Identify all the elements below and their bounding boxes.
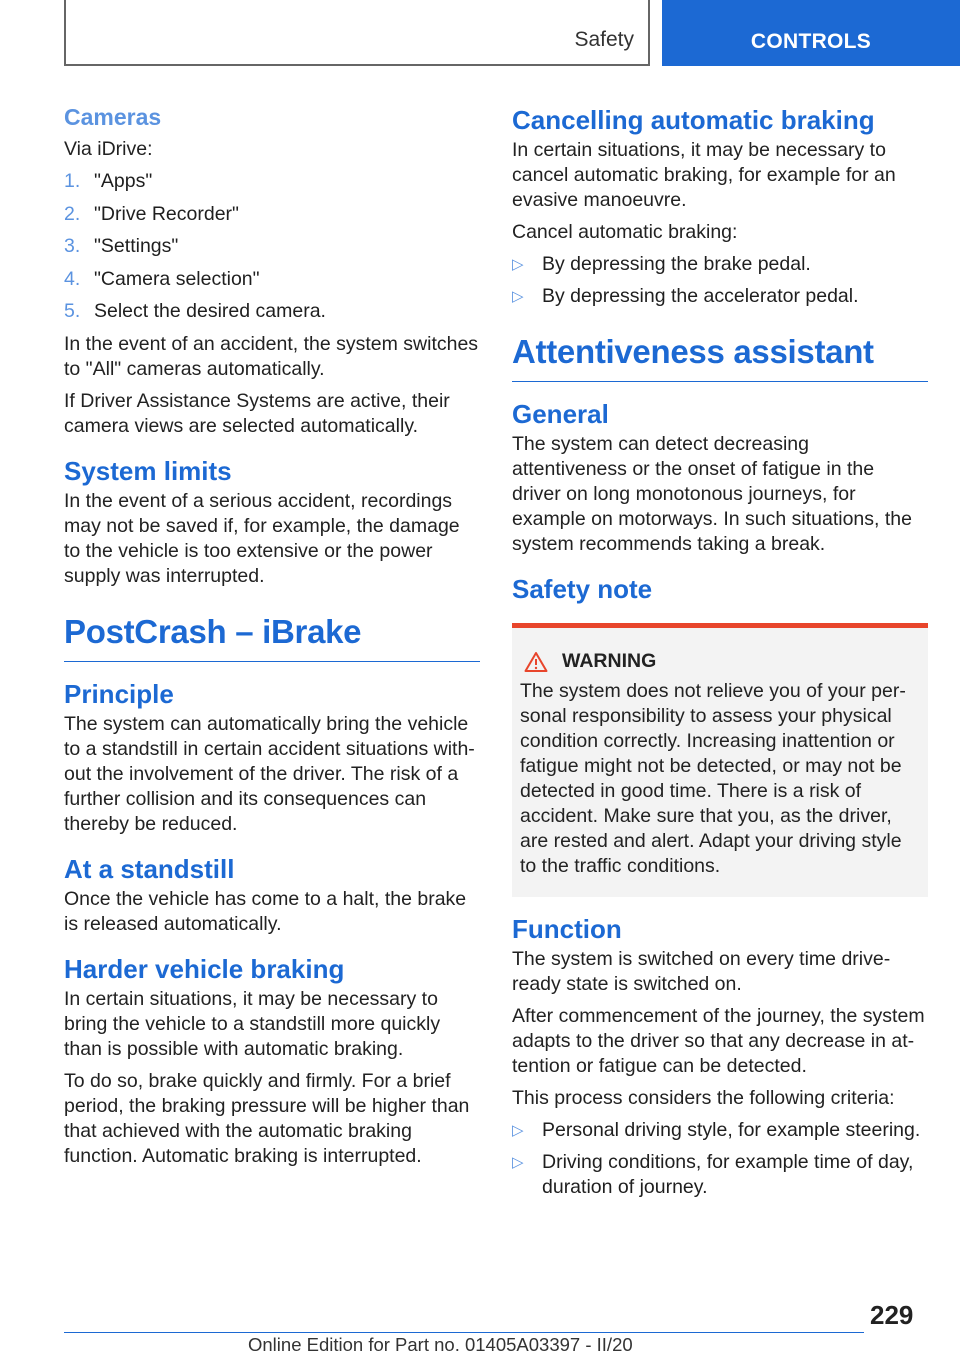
system-limits-paragraph: In the event of a serious accident, recordings may not be saved if, for example, the damage to the vehicle is too extensive or the power supply was interrupted. <box>64 489 460 587</box>
warning-paragraph: The system does not relieve you of your personal responsibility to assess your physical condition correctly. Increasing inattention or fatigue might not be detected, or may not be detected in good time. There is a risk of accident. Make sure that you, as the driver, are rested and alert. Adapt your driving style to the traffic conditions. <box>520 680 906 877</box>
triangle-bullet-icon: ▷ <box>512 256 524 273</box>
das-paragraph: If Driver Assistance Systems are active, their camera views are selected automatically. <box>64 389 450 437</box>
page-header <box>0 0 960 66</box>
cancel-braking-heading: Cancelling automatic braking <box>512 105 875 135</box>
via-idrive-text: Via iDrive: <box>64 138 153 160</box>
list-item <box>512 252 928 277</box>
step-item <box>64 234 480 259</box>
warning-triangle-icon <box>524 651 548 673</box>
list-item-text: By depressing the accelerator pedal. <box>542 285 859 307</box>
general-heading: General <box>512 399 609 429</box>
step-text: "Settings" <box>94 235 179 257</box>
triangle-bullet-icon: ▷ <box>512 1154 524 1171</box>
warning-title <box>520 650 920 673</box>
criteria-intro: This process considers the following criteria: <box>512 1087 895 1109</box>
general-paragraph: The system can detect decreasing attentiveness or the onset of fatigue in the driver on long monotonous journeys, for example on motorways. In such situations, the system recommends taking a break. <box>512 433 912 555</box>
step-number: 1. <box>64 170 81 192</box>
standstill-paragraph: Once the vehicle has come to a halt, the brake is released automatically. <box>64 887 467 935</box>
step-number: 5. <box>64 300 81 322</box>
warning-box <box>512 623 928 897</box>
step-number: 4. <box>64 267 81 290</box>
principle-paragraph: The system can automatically bring the vehicle to a standstill in certain accident situations without the involvement of the driver. The risk of a further collision and its consequences can thereby be reduced. <box>64 712 475 835</box>
postcrash-heading: PostCrash – iBrake <box>64 611 480 662</box>
safety-note-heading: Safety note <box>512 574 653 604</box>
cancel-braking-intro: Cancel automatic braking: <box>512 221 738 243</box>
harder-braking-heading: Harder vehicle braking <box>64 953 345 984</box>
triangle-bullet-icon: ▷ <box>512 288 524 305</box>
edition-footer: Online Edition for Part no. 01405A03397 - II/20 <box>248 1334 633 1355</box>
step-text: "Apps" <box>94 170 153 192</box>
step-text: "Drive Recorder" <box>94 202 239 225</box>
cameras-heading: Cameras <box>64 104 162 130</box>
left-column <box>64 100 480 1176</box>
list-item <box>512 284 928 309</box>
header-section-box <box>64 0 650 66</box>
warning-label: WARNING <box>562 650 657 672</box>
section-title: Safety <box>574 28 634 51</box>
list-item-text: Personal driving style, for example steering. <box>542 1119 921 1141</box>
list-item-text: Driving conditions, for example time of day, duration of journey. <box>542 1151 914 1198</box>
attentiveness-heading: Attentiveness assistant <box>512 331 928 382</box>
standstill-heading: At a standstill <box>64 853 235 884</box>
criteria-list <box>512 1118 928 1200</box>
cancel-braking-list <box>512 252 928 309</box>
chapter-title: CONTROLS <box>750 30 872 53</box>
footer-divider <box>64 1332 864 1333</box>
function-paragraph-1: The system is switched on every time drive-ready state is switched on. <box>512 948 891 995</box>
step-text: Select the desired camera. <box>94 300 326 322</box>
harder-braking-paragraph-1: In certain situations, it may be necessary to bring the vehicle to a standstill more quickly than is possible with automatic braking. <box>64 987 441 1060</box>
list-item <box>512 1118 928 1143</box>
step-item <box>64 202 480 227</box>
page-number: 229 <box>870 1300 914 1330</box>
system-limits-heading: System limits <box>64 455 232 486</box>
step-text: "Camera selection" <box>94 267 260 290</box>
harder-braking-paragraph-2: To do so, brake quickly and firmly. For a brief period, the braking pressure will be higher than that achieved with the automatic braking function. Automatic braking is interrupted. <box>64 1069 470 1167</box>
step-number: 3. <box>64 235 81 257</box>
function-paragraph-2: After commencement of the journey, the system adapts to the driver so that any decrease in attention or fatigue can be detected. <box>512 1005 925 1077</box>
right-column <box>512 100 928 1207</box>
list-item <box>512 1150 928 1200</box>
step-item <box>64 299 480 324</box>
triangle-bullet-icon: ▷ <box>512 1122 524 1139</box>
list-item-text: By depressing the brake pedal. <box>542 253 811 275</box>
principle-heading: Principle <box>64 678 174 709</box>
function-heading: Function <box>512 914 622 944</box>
camera-steps-list <box>64 169 480 324</box>
step-number: 2. <box>64 202 81 225</box>
accident-paragraph: In the event of an accident, the system switches to "All" cameras automatically. <box>64 332 479 380</box>
cancel-braking-paragraph: In certain situations, it may be necessary to cancel automatic braking, for example for an evasive manoeuvre. <box>512 139 896 211</box>
step-item <box>64 169 480 194</box>
chapter-tab[interactable] <box>662 0 960 66</box>
step-item <box>64 267 480 292</box>
